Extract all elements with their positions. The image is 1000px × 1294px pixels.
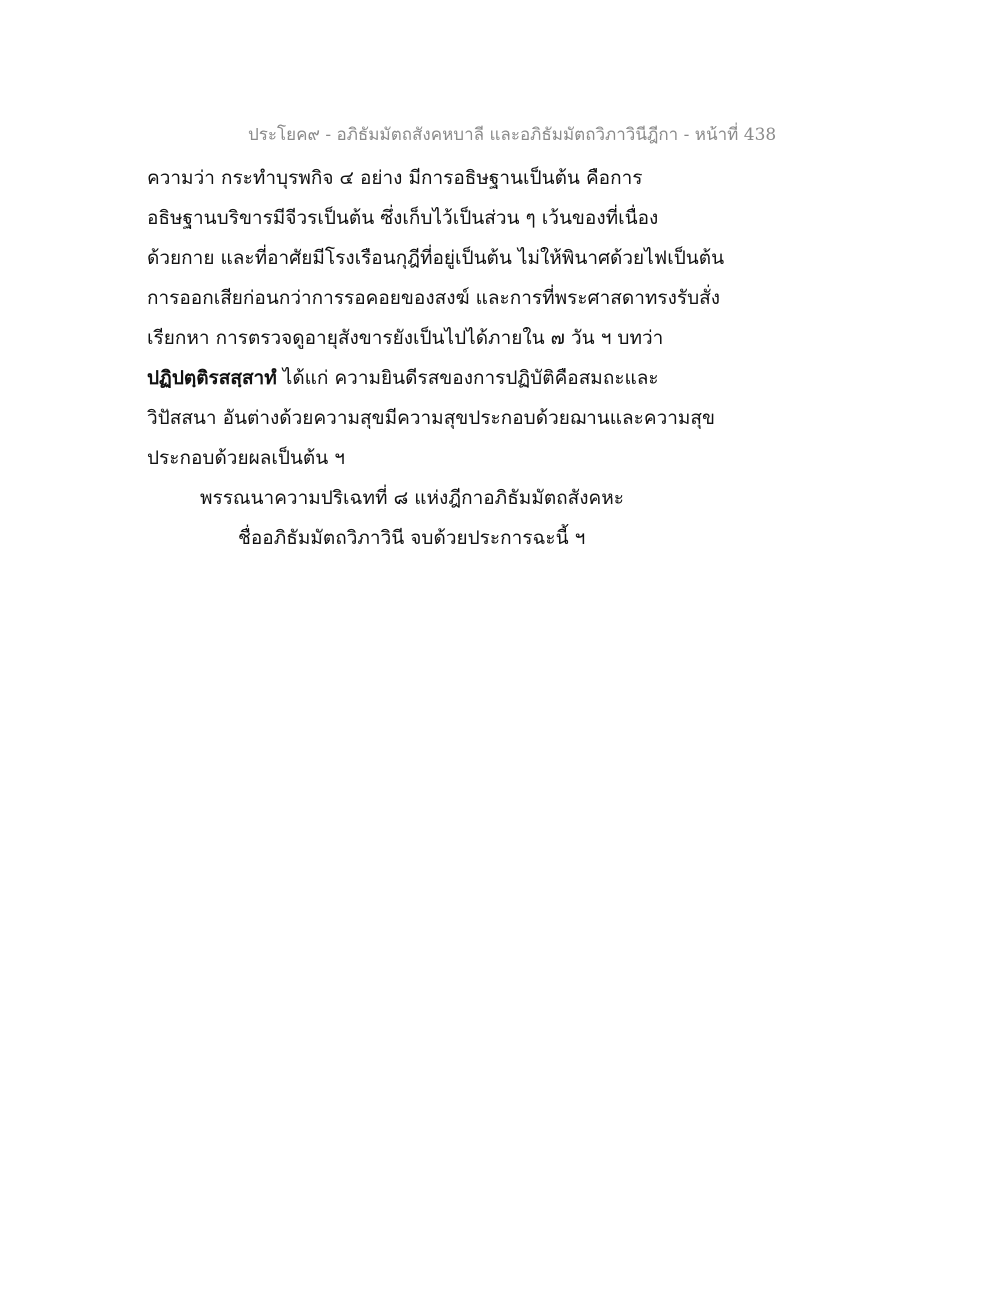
body-line-6 <box>147 358 867 398</box>
body-line-4: การออกเสียก่อนกว่าการรอคอยของสงฆ์ และการที่พระศาสดาทรงรับสั่ง <box>147 287 721 309</box>
pali-term: ปฏิปตฺติรสสฺสาทํ <box>147 367 277 389</box>
chapter-colophon <box>147 478 867 568</box>
body-line-8: ประกอบด้วยผลเป็นต้น ฯ <box>147 447 345 469</box>
body-text <box>147 158 867 549</box>
body-line-5: เรียกหา การตรวจดูอายุสังขารยังเป็นไปได้ภายใน ๗ วัน ฯ บทว่า <box>147 327 664 349</box>
body-line-3: ด้วยกาย และที่อาศัยมีโรงเรือนกุฎีที่อยู่เป็นต้น ไม่ให้พินาศด้วยไฟเป็นต้น <box>147 247 725 269</box>
colophon-line-2: ชื่ออภิธัมมัตถวิภาวินี จบด้วยประการฉะนี้ ฯ <box>238 527 586 549</box>
body-line-1: ความว่า กระทำบุรพกิจ ๔ อย่าง มีการอธิษฐานเป็นต้น คือการ <box>147 167 643 189</box>
body-line-7: วิปัสสนา อันต่างด้วยความสุขมีความสุขประกอบด้วยฌานและความสุข <box>147 407 716 429</box>
body-line-6-rest: ได้แก่ ความยินดีรสของการปฏิบัติคือสมถะและ <box>276 367 659 389</box>
body-line-2: อธิษฐานบริขารมีจีวรเป็นต้น ซึ่งเก็บไว้เป็นส่วน ๆ เว้นของที่เนื่อง <box>147 207 659 229</box>
page-running-header: ประโยค๙ - อภิธัมมัตถสังคหบาลี และอภิธัมมัตถวิภาวินีฎีกา - หน้าที่ 438 <box>248 125 777 145</box>
colophon-line-1: พรรณนาความปริเฉทที่ ๘ แห่งฎีกาอภิธัมมัตถสังคหะ <box>200 487 624 509</box>
